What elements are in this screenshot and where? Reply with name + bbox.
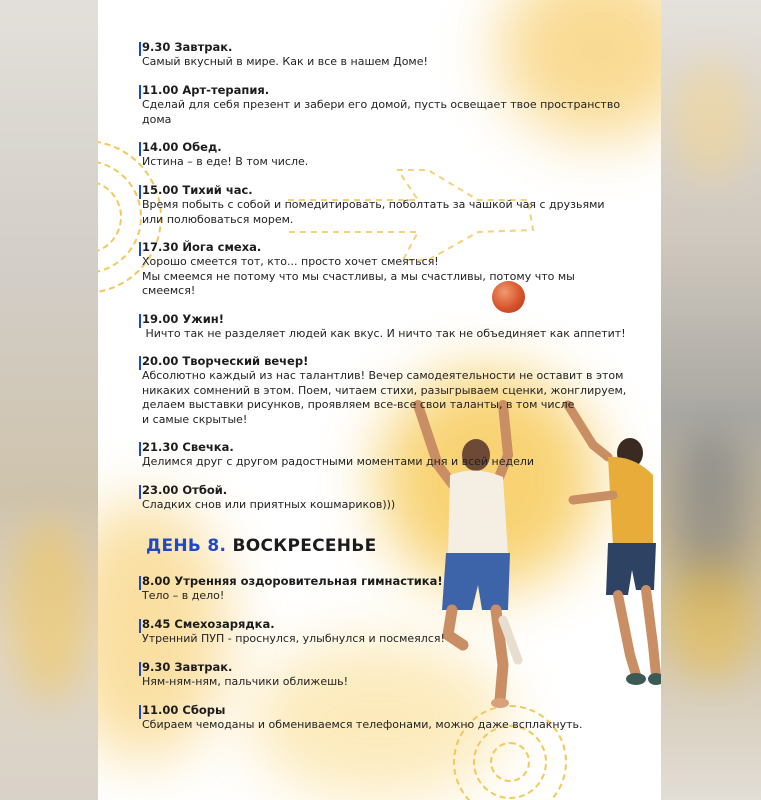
schedule-item-title: 9.30 Завтрак. [142,40,233,54]
schedule-item-description: дома [142,112,172,126]
schedule-item-description: Ничто так не разделяет людей как вкус. И ничто так не объединяет как аппетит! [142,327,626,340]
schedule-item-title: 8.00 Утренняя оздоровительная гимнастика! [142,574,443,588]
schedule-item-title: 19.00 Ужин! [142,312,224,326]
blurred-background-left [0,0,98,800]
blurred-background-right [661,0,761,800]
schedule-item-description: Утренний ПУП - проснулся, улыбнулся и посмеялся! [142,632,445,645]
day-number: ДЕНЬ 8. [146,536,227,556]
schedule-item-description: Истина – в еде! В том числе. [142,155,309,168]
accent-bar [139,619,141,633]
schedule-item-title: 21.30 Свечка. [142,440,234,454]
schedule-page [98,0,661,800]
schedule-item [142,83,622,127]
schedule-content [98,0,661,800]
schedule-item [142,40,622,70]
accent-bar [139,576,141,590]
schedule-item-description: или полюбоваться морем. [142,212,294,226]
accent-bar [139,485,141,499]
accent-bar [139,185,141,199]
schedule-item-description: Абсолютно каждый из нас талантлив! Вечер самодеятельности не оставит в этом [142,369,624,382]
accent-bar [139,662,141,676]
schedule-item [142,574,622,604]
schedule-item-title: 8.45 Смехозарядка. [142,617,275,631]
schedule-item [142,703,622,733]
schedule-item [142,483,622,513]
schedule-item-description: смеемся! [142,284,196,297]
accent-bar [139,356,141,370]
schedule-item-title: 15.00 Тихий час. [142,183,253,197]
schedule-item-description: Сладких снов или приятных кошмариков))) [142,498,396,511]
schedule-item-description: Тело – в дело! [142,589,225,602]
schedule-item-title: 9.30 Завтрак. [142,660,233,674]
schedule-item [142,240,622,299]
schedule-item-description: Мы смеемся не потому что мы счастливы, а мы счастливы, потому что мы [142,269,575,283]
accent-bar [139,314,141,328]
accent-bar [139,242,141,256]
schedule-item [142,660,622,690]
schedule-item-description: Делимся друг с другом радостными моментами дня и всей недели [142,455,535,468]
schedule-item [142,440,622,470]
day-name: ВОСКРЕСЕНЬЕ [232,536,377,556]
schedule-item-description: и самые скрытые! [142,412,248,426]
schedule-item-title: 20.00 Творческий вечер! [142,354,309,368]
schedule-item-description: Время побыть с собой и помедитировать, поболтать за чашкой чая с друзьями [142,198,605,211]
schedule-item-description: делаем выставки рисунков, проявляем все-все свои таланты, в том числе [142,398,575,411]
accent-bar [139,705,141,719]
schedule-item [142,140,622,170]
schedule-item-title: 23.00 Отбой. [142,483,228,497]
schedule-item-title: 11.00 Арт-терапия. [142,83,270,97]
day-heading [146,536,377,556]
schedule-item-description: Хорошо смеется тот, кто... просто хочет смеяться! [142,255,439,268]
schedule-item [142,183,622,227]
schedule-item [142,617,622,647]
schedule-item-description: Сделай для себя презент и забери его домой, пусть освещает твое пространство [142,98,621,111]
schedule-item-title: 17.30 Йога смеха. [142,240,262,254]
accent-bar [139,442,141,456]
schedule-item-description: Самый вкусный в мире. Как и все в нашем Доме! [142,55,428,68]
schedule-item [142,312,626,342]
schedule-item-title: 14.00 Обед. [142,140,222,154]
schedule-item [142,354,627,427]
schedule-item-description: Сбираем чемоданы и обмениваемся телефонами, можно даже всплакнуть. [142,718,583,731]
schedule-item-description: Ням-ням-ням, пальчики оближешь! [142,675,349,688]
accent-bar [139,42,141,56]
accent-bar [139,85,141,99]
schedule-item-description: никаких сомнений в этом. Поем, читаем стихи, разыгрываем сценки, жонглируем, [142,383,627,397]
schedule-item-title: 11.00 Сборы [142,703,226,717]
accent-bar [139,142,141,156]
